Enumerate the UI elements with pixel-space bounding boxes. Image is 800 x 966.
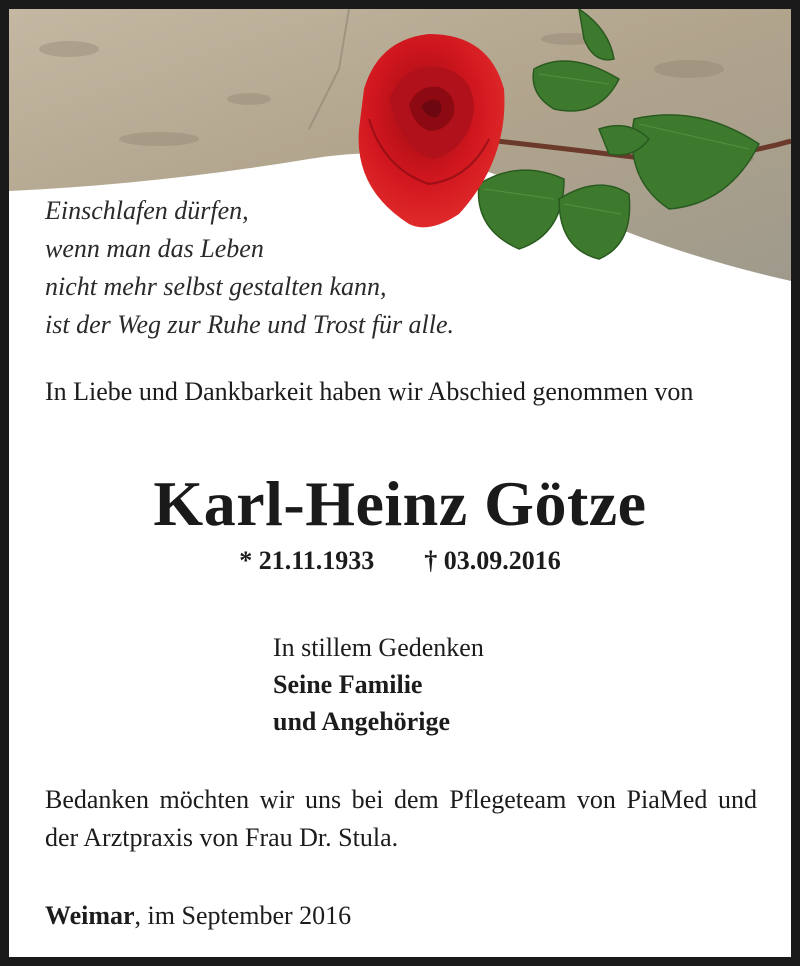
leaf [479,170,565,249]
poem-line: nicht mehr selbst gestalten kann, [45,272,387,301]
signature-block [273,629,484,740]
leaf [559,185,630,259]
signature-family: Seine Familie [273,670,423,699]
poem-line: Einschlafen dürfen, [45,196,249,225]
poem-line: wenn man das Leben [45,234,264,263]
poem-line: ist der Weg zur Ruhe und Trost für alle. [45,310,455,339]
poem [45,192,454,344]
signature-line: In stillem Gedenken [273,633,484,662]
place-date-line [45,897,351,935]
life-dates [9,543,791,579]
deceased-name: Karl-Heinz Götze [153,468,647,539]
thanks-text: Bedanken möchten wir uns bei dem Pflegeteam von PiaMed und der Arztpraxis von Frau Dr. Stula. [45,785,757,852]
date-text: , im September 2016 [134,901,352,930]
intro-text: In Liebe und Dankbarkeit haben wir Abschied genommen von [45,377,694,406]
death-date: † 03.09.2016 [424,546,561,575]
signature-relatives: und Angehörige [273,707,450,736]
city-name: Weimar [45,901,135,930]
obituary-card [9,9,791,957]
birth-date: * 21.11.1933 [239,546,375,575]
